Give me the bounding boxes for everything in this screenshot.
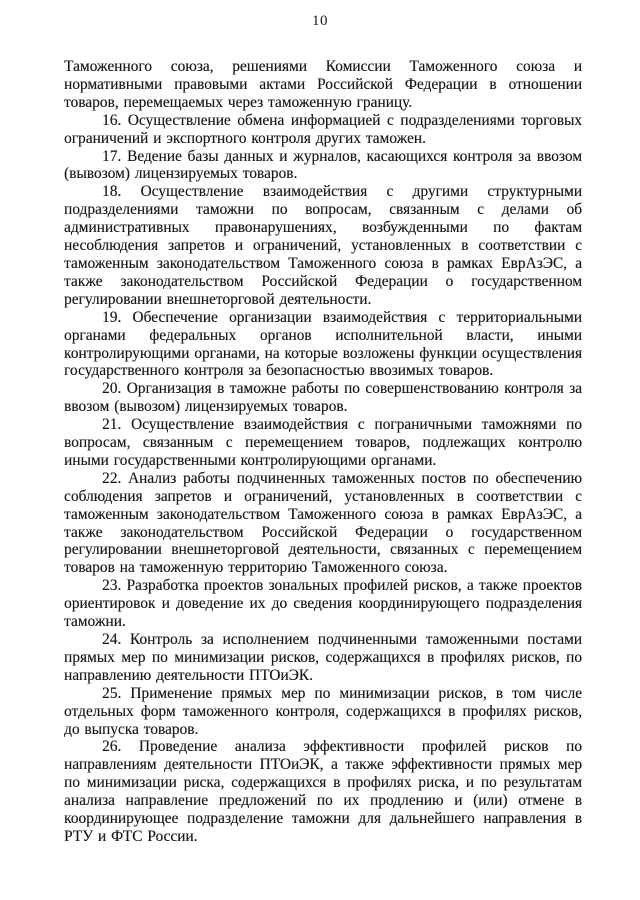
- paragraph-25: 25. Применение прямых мер по минимизации рисков, в том числе отдельных форм таможенного контроля, содержащихся в профилях рисков, до выпуска товаров.: [64, 684, 582, 738]
- document-body: [64, 58, 582, 846]
- page-number: 10: [312, 13, 328, 29]
- paragraph-24: 24. Контроль за исполнением подчиненными таможенными постами прямых мер по минимизации рисков, содержащихся в профилях рисков, по направлению деятельности ПТОиЭК.: [64, 631, 582, 684]
- paragraph-22: 22. Анализ работы подчиненных таможенных постов по обеспечению соблюдения запретов и ограничений, установленных в соответствии с таможенным законодательством Таможенного союза в рамках ЕврАзЭС, а также законодательством Российской Федерации о государственном регулировании внешнеторговой деятельности, связанных с перемещением товаров на таможенную территорию Таможенного союза.: [64, 469, 582, 577]
- paragraph-20: 20. Организация в таможне работы по совершенствованию контроля за ввозом (вывозом) лицензируемых товаров.: [64, 380, 582, 416]
- paragraph-18: 18. Осуществление взаимодействия с другими структурными подразделениями таможни по вопросам, связанным с делами об административных правонарушениях, возбужденными по фактам несоблюдения запретов и ограничений, установленных в соответствии с таможенным законодательством Таможенного союза в рамках ЕврАзЭС, а также законодательством Российской Федерации о государственном регулировании внешнеторговой деятельности.: [64, 183, 582, 308]
- paragraph-21: 21. Осуществление взаимодействия с пограничными таможнями по вопросам, связанным с перемещением товаров, подлежащих контролю иными государственными контролирующими органами.: [64, 416, 582, 469]
- paragraph-continuation: Таможенного союза, решениями Комиссии Таможенного союза и нормативными правовыми актами Российской Федерации в отношении товаров, перемещаемых через таможенную границу.: [64, 58, 582, 111]
- paragraph-17: 17. Ведение базы данных и журналов, касающихся контроля за ввозом (вывозом) лицензируемых товаров.: [64, 147, 582, 183]
- paragraph-26: 26. Проведение анализа эффективности профилей рисков по направлениям деятельности ПТОиЭК, а также эффективности прямых мер по минимизации риска, содержащихся в профилях риска, и по результатам анализа направление предложений по их продлению и (или) отмене в координирующее подразделение таможни для дальнейшего направления в РТУ и ФТС России.: [64, 738, 582, 845]
- paragraph-23: 23. Разработка проектов зональных профилей рисков, а также проектов ориентировок и доведение их до сведения координирующего подразделения таможни.: [64, 577, 582, 631]
- paragraph-19: 19. Обеспечение организации взаимодействия с территориальными органами федеральных органов исполнительной власти, иными контролирующими органами, на которые возложены функции осуществления государственного контроля за безопасностью ввозимых товаров.: [64, 308, 582, 380]
- paragraph-16: 16. Осуществление обмена информацией с подразделениями торговых ограничений и экспортного контроля других таможен.: [64, 111, 582, 147]
